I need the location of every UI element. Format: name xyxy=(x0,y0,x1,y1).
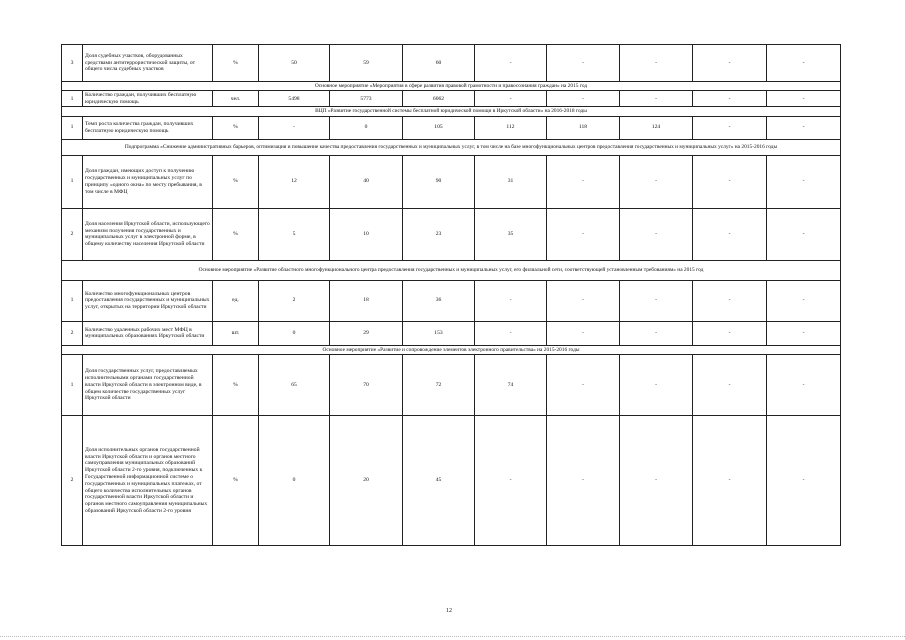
value-cell: 29 xyxy=(330,321,403,345)
value-cell: - xyxy=(693,91,767,107)
table-row xyxy=(62,45,841,82)
value-cell: 70 xyxy=(330,355,403,416)
indicator-name: Количество многофункциональных центров предоставления государственных и муниципальных услуг, открытых на территории Иркутской области xyxy=(83,280,213,321)
unit-cell: шт. xyxy=(213,321,259,345)
unit-cell: % xyxy=(213,45,259,82)
section-title: Подпрограмма «Снижение административных барьеров, оптимизация и повышение качества предоставления государственных и муниципальных услуг, в том числе на базе многофункциональных центров предоставления государственных и муниципальных услуг» на 2015-2016 годы xyxy=(62,139,841,155)
value-cell: - xyxy=(475,280,547,321)
row-number: 2 xyxy=(62,416,83,546)
row-number: 1 xyxy=(62,91,83,107)
value-cell: - xyxy=(693,155,767,208)
value-cell: - xyxy=(693,280,767,321)
value-cell: - xyxy=(620,280,693,321)
value-cell: - xyxy=(767,355,841,416)
value-cell: - xyxy=(767,416,841,546)
value-cell: 12 xyxy=(259,155,330,208)
value-cell: - xyxy=(259,116,330,139)
table-row xyxy=(62,91,841,107)
value-cell: 5773 xyxy=(330,91,403,107)
value-cell: - xyxy=(693,355,767,416)
value-cell: 2 xyxy=(259,280,330,321)
unit-cell: % xyxy=(213,416,259,546)
value-cell: - xyxy=(620,355,693,416)
row-number: 2 xyxy=(62,208,83,260)
value-cell: - xyxy=(767,116,841,139)
section-title: Основное мероприятие «Развитие и сопровождение элементов электронного правительства» на 2015-2016 годы xyxy=(62,345,841,354)
value-cell: - xyxy=(620,91,693,107)
value-cell: - xyxy=(620,45,693,82)
value-cell: 105 xyxy=(403,116,475,139)
section-header-row xyxy=(62,139,841,155)
value-cell: 112 xyxy=(475,116,547,139)
indicator-name: Доля судебных участков, оборудованных средствами антитеррористической защиты, от общего числа судебных участков xyxy=(83,45,213,82)
value-cell: 23 xyxy=(403,208,475,260)
value-cell: 0 xyxy=(330,116,403,139)
unit-cell: ед. xyxy=(213,280,259,321)
value-cell: - xyxy=(693,116,767,139)
value-cell: - xyxy=(693,416,767,546)
value-cell: - xyxy=(475,416,547,546)
data-table-sheet xyxy=(61,44,840,546)
value-cell: 20 xyxy=(330,416,403,546)
value-cell: - xyxy=(620,208,693,260)
row-number: 2 xyxy=(62,321,83,345)
section-title: ВЦП «Развитие государственной системы бесплатной юридической помощи в Иркутской области» на 2016-2018 годы xyxy=(62,107,841,116)
value-cell: 74 xyxy=(475,355,547,416)
indicator-name: Доля исполнительных органов государственной власти Иркутской области и органов местного самоуправления муниципальных образований Иркутской области 2-го уровня, подключенных к Государственной информационной системе о государственных и муниципальных платежах, от общего количества исполнительных органов государственной власти Иркутской области и органов местного самоуправления муниципальных образований Иркутской области 2-го уровня xyxy=(83,416,213,546)
value-cell: 153 xyxy=(403,321,475,345)
section-header-row xyxy=(62,345,841,354)
row-number: 1 xyxy=(62,355,83,416)
unit-cell: % xyxy=(213,208,259,260)
value-cell: - xyxy=(475,321,547,345)
section-title: Основное мероприятие «Мероприятия в сфере развития правовой грамотности и правосознания граждан» на 2015 год xyxy=(62,82,841,91)
section-header-row xyxy=(62,260,841,280)
value-cell: 18 xyxy=(330,280,403,321)
value-cell: 60 xyxy=(403,45,475,82)
table-row xyxy=(62,416,841,546)
value-cell: - xyxy=(547,45,620,82)
value-cell: - xyxy=(693,321,767,345)
value-cell: 10 xyxy=(330,208,403,260)
value-cell: - xyxy=(767,208,841,260)
value-cell: - xyxy=(767,91,841,107)
value-cell: 65 xyxy=(259,355,330,416)
indicator-table xyxy=(61,44,841,546)
value-cell: 50 xyxy=(259,45,330,82)
value-cell: 5498 xyxy=(259,91,330,107)
indicator-name: Доля государственных услуг, предоставляемых исполнительными органами государственной власти Иркутской области в электронном виде, в общем количестве государственных услуг Иркутской области xyxy=(83,355,213,416)
row-number: 3 xyxy=(62,45,83,82)
table-row xyxy=(62,280,841,321)
table-row xyxy=(62,208,841,260)
row-number: 1 xyxy=(62,155,83,208)
value-cell: - xyxy=(475,45,547,82)
value-cell: 40 xyxy=(330,155,403,208)
value-cell: 5 xyxy=(259,208,330,260)
value-cell: - xyxy=(620,155,693,208)
page-number: 12 xyxy=(446,608,452,614)
value-cell: - xyxy=(547,321,620,345)
section-header-row xyxy=(62,107,841,116)
value-cell: - xyxy=(767,155,841,208)
value-cell: - xyxy=(767,280,841,321)
row-number: 1 xyxy=(62,116,83,139)
indicator-name: Доля граждан, имеющих доступ к получению государственных и муниципальных услуг по принципу «одного окна» по месту пребывания, в том числе в МФЦ xyxy=(83,155,213,208)
indicator-name: Количество удаленных рабочих мест МФЦ в муниципальных образованиях Иркутской области xyxy=(83,321,213,345)
value-cell: - xyxy=(547,280,620,321)
value-cell: - xyxy=(693,208,767,260)
unit-cell: % xyxy=(213,116,259,139)
table-row xyxy=(62,116,841,139)
table-row xyxy=(62,355,841,416)
unit-cell: % xyxy=(213,355,259,416)
value-cell: 6062 xyxy=(403,91,475,107)
value-cell: 45 xyxy=(403,416,475,546)
value-cell: - xyxy=(547,355,620,416)
value-cell: 0 xyxy=(259,321,330,345)
value-cell: 118 xyxy=(547,116,620,139)
unit-cell: чел. xyxy=(213,91,259,107)
value-cell: - xyxy=(620,321,693,345)
section-header-row xyxy=(62,82,841,91)
value-cell: - xyxy=(767,321,841,345)
indicator-name: Доля населения Иркутской области, использующего механизм получения государственных и муниципальных услуг в электронной форме, в общему количеству населения Иркутской области xyxy=(83,208,213,260)
value-cell: - xyxy=(693,45,767,82)
value-cell: 59 xyxy=(330,45,403,82)
value-cell: - xyxy=(547,416,620,546)
indicator-name: Темп роста количества граждан, получивших бесплатную юридическую помощь xyxy=(83,116,213,139)
row-number: 1 xyxy=(62,280,83,321)
value-cell: - xyxy=(620,416,693,546)
value-cell: 90 xyxy=(403,155,475,208)
bottom-scan-edge xyxy=(0,636,905,637)
value-cell: - xyxy=(547,208,620,260)
value-cell: 72 xyxy=(403,355,475,416)
value-cell: - xyxy=(475,91,547,107)
value-cell: - xyxy=(547,91,620,107)
value-cell: 35 xyxy=(475,208,547,260)
unit-cell: % xyxy=(213,155,259,208)
table-row xyxy=(62,321,841,345)
value-cell: 0 xyxy=(259,416,330,546)
value-cell: 36 xyxy=(403,280,475,321)
table-row xyxy=(62,155,841,208)
value-cell: - xyxy=(547,155,620,208)
indicator-name: Количество граждан, получивших бесплатную юридическую помощь xyxy=(83,91,213,107)
value-cell: 31 xyxy=(475,155,547,208)
value-cell: - xyxy=(767,45,841,82)
value-cell: 124 xyxy=(620,116,693,139)
section-title: Основное мероприятие «Развитие областного многофункционального центра предоставления государственных и муниципальных услуг, его филиальной сети, соответствующей установленным требованиям» на 2015 год xyxy=(62,260,841,280)
